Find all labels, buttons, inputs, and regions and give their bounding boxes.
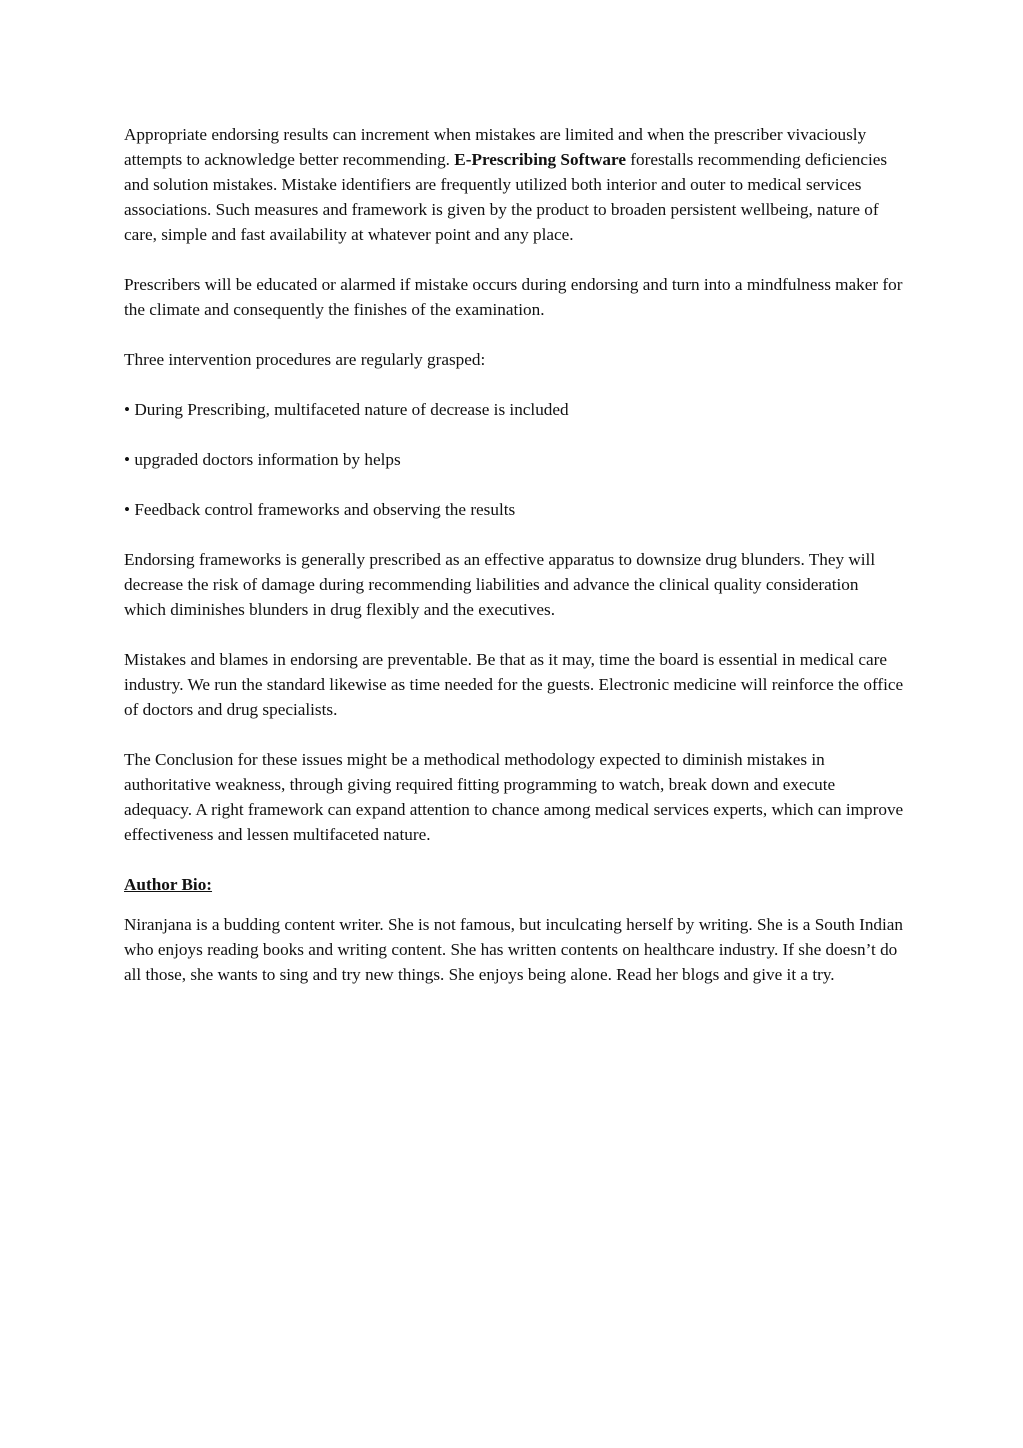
bullet-item-3: • Feedback control frameworks and observing the results (124, 500, 516, 519)
e-prescribing-software-bold: E-Prescribing Software (454, 150, 626, 169)
paragraph-intro-text-start: Appropriate endorsing results can increment when mistakes are limited and when the prescriber vivaciously attempts to acknowledge better recommending. (124, 125, 867, 169)
bullet-item-1: • During Prescribing, multifaceted nature of decrease is included (124, 400, 569, 419)
paragraph-intervention-intro: Three intervention procedures are regularly grasped: (124, 350, 486, 369)
paragraph-conclusion: The Conclusion for these issues might be a methodical methodology expected to diminish mistakes in authoritative weakness, through giving required fitting programming to watch, break down and execute adequacy. A right framework can expand attention to chance among medical services experts, which can improve effectiveness and lessen multifaceted nature. (124, 750, 904, 844)
bullet-item-2: • upgraded doctors information by helps (124, 450, 401, 469)
paragraph-intro-text-end: forestalls recommending deficiencies and solution mistakes. Mistake identifiers are frequently utilized both interior and outer to medical services associations. Such measures and framework is given by the product to broaden persistent wellbeing, nature of care, simple and fast availability at whatever point and any place. (124, 150, 888, 244)
paragraph-prescribers: Prescribers will be educated or alarmed if mistake occurs during endorsing and turn into a mindfulness maker for the climate and consequently the finishes of the examination. (124, 275, 903, 319)
author-bio-heading: Author Bio: (124, 875, 213, 894)
paragraph-intro (124, 122, 904, 247)
paragraph-mistakes-blames: Mistakes and blames in endorsing are preventable. Be that as it may, time the board is essential in medical care industry. We run the standard likewise as time needed for the guests. Electronic medicine will reinforce the office of doctors and drug specialists. (124, 650, 904, 719)
author-bio-text: Niranjana is a budding content writer. She is not famous, but inculcating herself by writing. She is a South Indian who enjoys reading books and writing content. She has written contents on healthcare industry. If she doesn’t do all those, she wants to sing and try new things. She enjoys being alone. Read her blogs and give it a try. (124, 915, 904, 984)
paragraph-endorsing-frameworks: Endorsing frameworks is generally prescribed as an effective apparatus to downsize drug blunders. They will decrease the risk of damage during recommending liabilities and advance the clinical quality consideration which diminishes blunders in drug flexibly and the executives. (124, 550, 876, 619)
document-body (124, 122, 904, 1012)
